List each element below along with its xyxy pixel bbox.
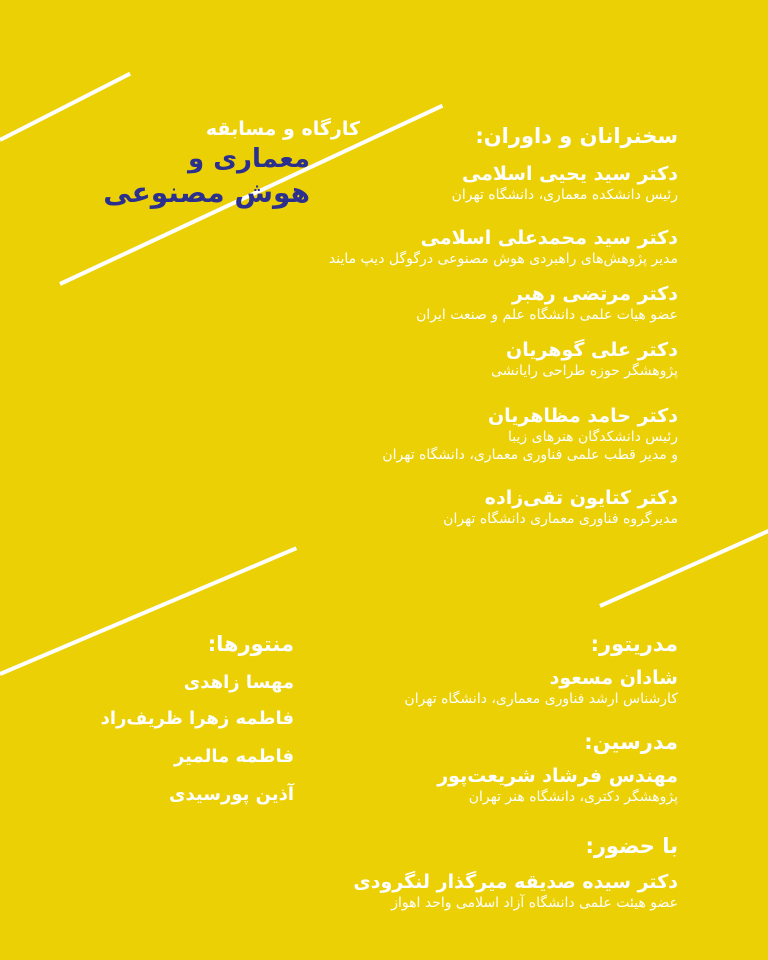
speaker-name: دکتر سید محمدعلی اسلامی <box>420 227 678 249</box>
decor-stripe-3 <box>599 529 768 608</box>
speaker-2 <box>329 226 678 268</box>
teacher-role: پژوهشگر دکتری، دانشگاه هنر تهران <box>468 789 678 805</box>
moderator-name: شادان مسعود <box>549 667 678 689</box>
moderator-title: مدریتور: <box>590 632 678 656</box>
speaker-5 <box>382 404 678 464</box>
decor-stripe-4 <box>0 546 297 675</box>
speaker-role: رئیس دانشکده معماری، دانشگاه تهران <box>451 187 678 203</box>
teachers-title: مدرسین: <box>584 730 678 754</box>
teacher-block <box>437 764 678 806</box>
moderator-block <box>404 666 678 708</box>
speaker-role: عضو هیات علمی دانشگاه علم و صنعت ایران <box>416 307 678 323</box>
mentors-title: منتورها: <box>207 632 294 656</box>
logo-line-2: معماری و <box>188 144 310 174</box>
mentor-name-4: آذین پورسیدی <box>169 784 294 805</box>
speaker-name: دکتر سید یحیی اسلامی <box>461 163 678 185</box>
speaker-role: مدیر پژوهش‌های راهبردی هوش مصنوعی درگوگل دیپ مایند <box>328 251 678 267</box>
speaker-role: مدیرگروه فناوری معماری دانشگاه تهران <box>443 511 678 527</box>
speaker-role: رئیس دانشکدگان هنرهای زیبا <box>508 429 678 445</box>
speaker-4 <box>491 338 678 380</box>
speaker-3 <box>416 282 678 324</box>
speaker-name: دکتر کتایون تقی‌زاده <box>484 487 678 509</box>
speaker-role: پژوهشگر حوزه طراحی رایانشی <box>491 363 678 379</box>
teacher-name: مهندس فرشاد شریعت‌پور <box>437 765 678 787</box>
mentor-name-1: مهسا زاهدی <box>183 672 294 693</box>
speaker-1 <box>452 162 678 204</box>
presence-role: عضو هیئت علمی دانشگاه آزاد اسلامی واحد اهواز <box>391 895 678 911</box>
speaker-name: دکتر علی گوهریان <box>505 339 678 361</box>
presence-block <box>353 870 678 912</box>
speakers-title: سخنرانان و داوران: <box>475 124 678 148</box>
moderator-role: کارشناس ارشد فناوری معماری، دانشگاه تهران <box>404 691 678 707</box>
event-logo <box>100 118 360 218</box>
presence-name: دکتر سیده صدیقه میرگذار لنگرودی <box>353 871 678 893</box>
logo-line-3: هوش مصنوعی <box>103 176 310 209</box>
logo-line-1: کارگاه و مسابقه <box>205 118 360 140</box>
presence-title: با حضور: <box>585 834 678 858</box>
speaker-role: و مدیر قطب علمی فناوری معماری، دانشگاه تهران <box>382 447 678 463</box>
mentor-name-2: فاطمه زهرا ظریف‌راد <box>100 708 294 729</box>
speaker-name: دکتر حامد مظاهریان <box>487 405 678 427</box>
speaker-name: دکتر مرتضی رهبر <box>512 283 678 305</box>
mentor-name-3: فاطمه مالمیر <box>173 746 294 767</box>
speaker-6 <box>443 486 678 528</box>
